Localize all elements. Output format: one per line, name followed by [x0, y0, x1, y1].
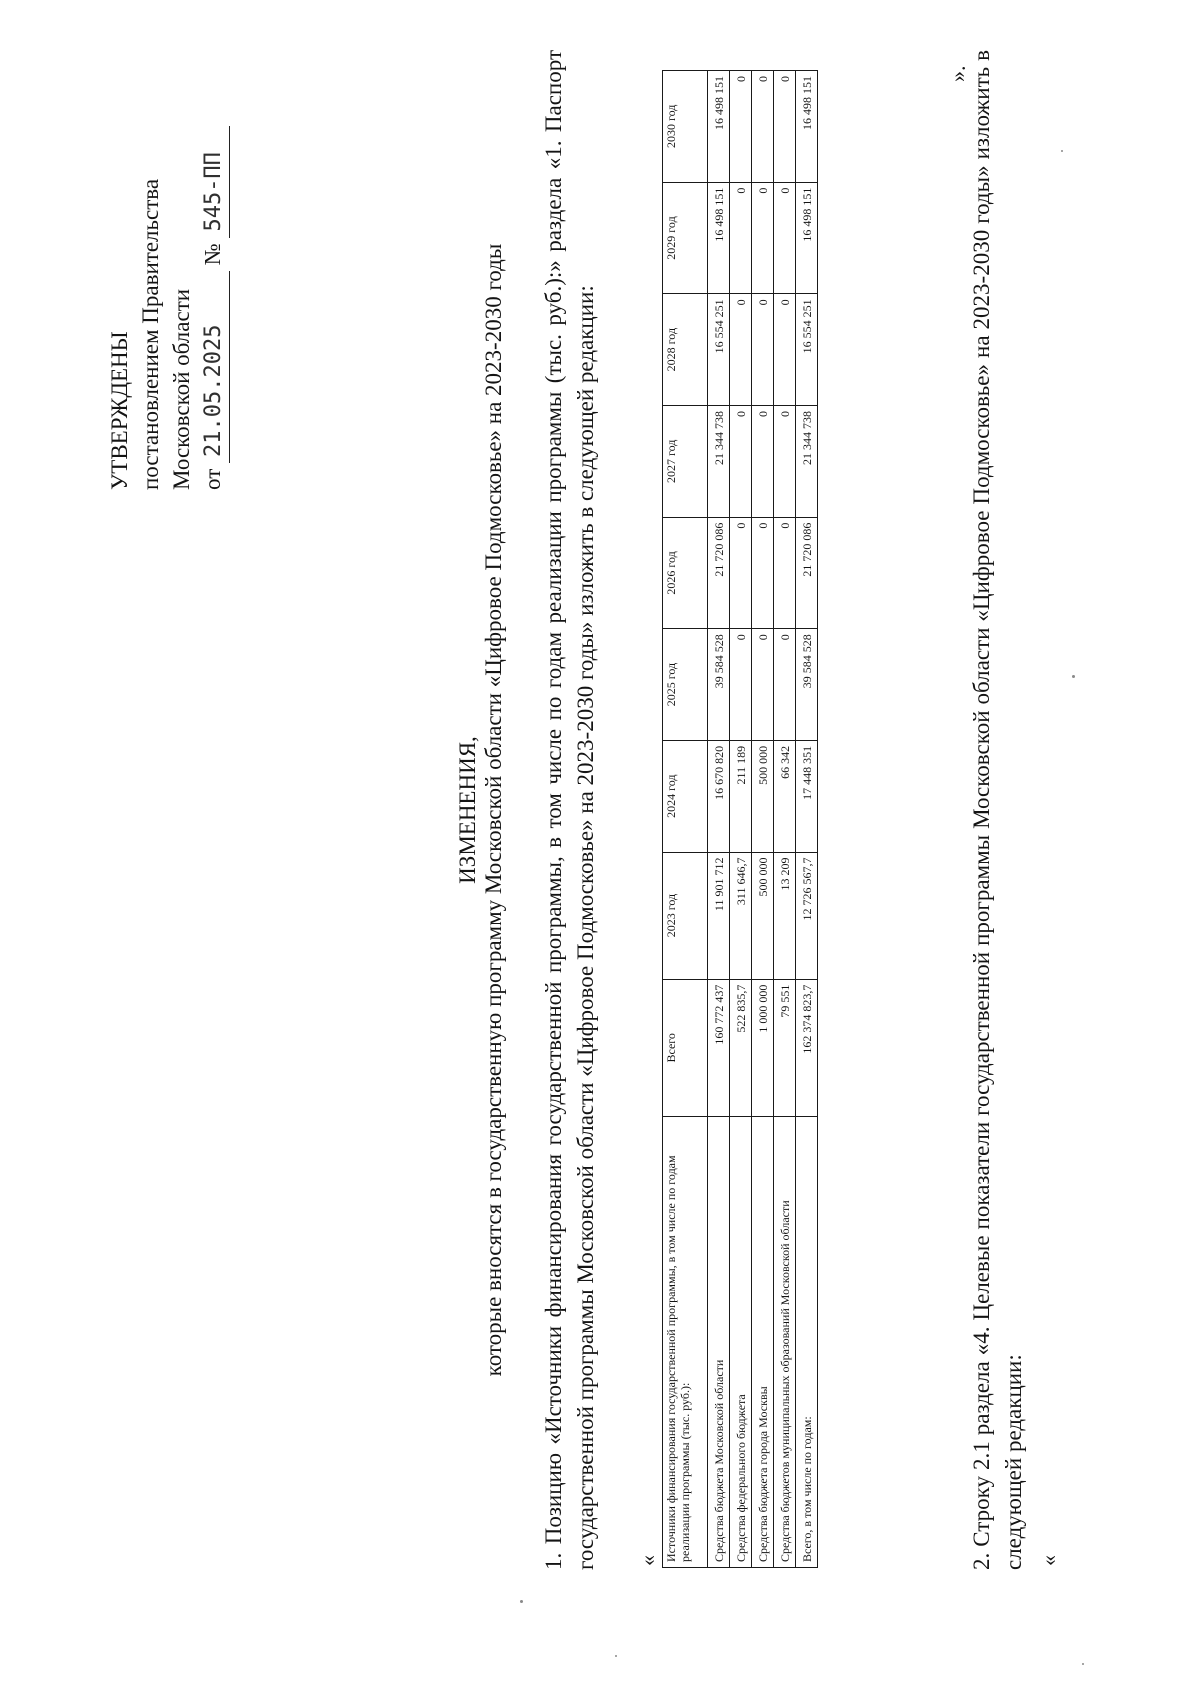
- row-label: Средства федерального бюджета: [730, 1117, 752, 1568]
- approval-line1: постановлением Правительства: [138, 178, 163, 490]
- column-header: 2024 год: [663, 740, 708, 852]
- table-cell: 79 551: [774, 979, 796, 1116]
- table-cell: 0: [730, 182, 752, 294]
- column-header: 2030 год: [663, 71, 708, 183]
- table-cell: 0: [730, 71, 752, 183]
- approval-line2: Московской области: [169, 288, 194, 490]
- table-cell: 39 584 528: [796, 629, 818, 741]
- column-header: 2027 год: [663, 405, 708, 517]
- approval-date: 21.05.2025: [201, 324, 226, 457]
- number-field: [197, 126, 230, 238]
- table-cell: 0: [752, 71, 774, 183]
- table-cell: 0: [730, 629, 752, 741]
- approval-heading: УТВЕРЖДЕНЫ: [107, 331, 132, 490]
- table-cell: 16 498 151: [708, 71, 730, 183]
- approval-block: [104, 10, 230, 490]
- table-row: [730, 71, 752, 1568]
- table-cell: 11 901 712: [708, 852, 730, 979]
- table-cell: 500 000: [752, 852, 774, 979]
- table-cell: 17 448 351: [796, 740, 818, 852]
- table-cell: 16 670 820: [708, 740, 730, 852]
- table-cell: 21 720 086: [708, 517, 730, 629]
- row-label: Всего, в том числе по годам:: [796, 1117, 818, 1568]
- column-header: 2026 год: [663, 517, 708, 629]
- table-cell: 16 498 151: [708, 182, 730, 294]
- financing-table: [662, 70, 818, 1568]
- number-prefix: №: [200, 243, 225, 266]
- table-row: [752, 71, 774, 1568]
- table-cell: 0: [774, 517, 796, 629]
- column-header: 2025 год: [663, 629, 708, 741]
- table-cell: 0: [774, 71, 796, 183]
- table-row-total: [796, 71, 818, 1568]
- scan-speck: [1082, 1663, 1084, 1665]
- column-header: 2023 год: [663, 852, 708, 979]
- table-cell: 311 646,7: [730, 852, 752, 979]
- table-row: [774, 71, 796, 1568]
- column-header: Всего: [663, 979, 708, 1116]
- table-header-label: Источники финансирования государственной программы, в том числе по годам реализации программы (тыс. руб.):: [663, 1117, 708, 1568]
- table-cell: 211 189: [730, 740, 752, 852]
- document-page: [90, 0, 1200, 1620]
- approval-date-line: [197, 10, 230, 490]
- item1-paragraph: 1. Позицию «Источники финансирования государственной программы, в том числе по годам реализации программы (тыс. руб.):» раздела «1. Паспорт государственной программы Московской области «Цифровое Подмосковье» на 2023-2030 годы» изложить в следующей редакции:: [541, 50, 598, 1570]
- table-cell: 39 584 528: [708, 629, 730, 741]
- row-label: Средства бюджетов муниципальных образований Московской области: [774, 1117, 796, 1568]
- table-cell: 0: [752, 182, 774, 294]
- table-cell: 16 498 151: [796, 182, 818, 294]
- date-prefix: от: [200, 468, 225, 490]
- table-cell: 21 344 738: [796, 405, 818, 517]
- table-cell: 0: [730, 405, 752, 517]
- table-cell: 500 000: [752, 740, 774, 852]
- table-cell: 0: [752, 517, 774, 629]
- table-cell: 0: [752, 405, 774, 517]
- table-cell: 160 772 437: [708, 979, 730, 1116]
- scan-speck: [615, 1655, 617, 1657]
- item2-paragraph: 2. Строку 2.1 раздела «4. Целевые показатели государственной программы Московской области «Цифровое Подмосковье» на 2023-2030 годы» изложить в следующей редакции:: [969, 50, 1026, 1570]
- table-cell: 0: [774, 405, 796, 517]
- column-header: 2028 год: [663, 294, 708, 406]
- table-cell: 66 342: [774, 740, 796, 852]
- table-row: [708, 71, 730, 1568]
- table-cell: 1 000 000: [752, 979, 774, 1116]
- table-cell: 0: [774, 294, 796, 406]
- table-cell: 12 726 567,7: [796, 852, 818, 979]
- table-cell: 0: [774, 182, 796, 294]
- table-cell: 16 554 251: [796, 294, 818, 406]
- table-cell: 0: [752, 629, 774, 741]
- item1-quote-close: ».: [945, 65, 970, 82]
- approval-number: 545-ПП: [201, 152, 226, 232]
- table-cell: 16 554 251: [708, 294, 730, 406]
- table-cell: 0: [730, 517, 752, 629]
- table-cell: 21 344 738: [708, 405, 730, 517]
- date-field: [197, 271, 230, 463]
- document-title: ИЗМЕНЕНИЯ,: [455, 736, 480, 884]
- table-cell: 21 720 086: [796, 517, 818, 629]
- table-cell: 522 835,7: [730, 979, 752, 1116]
- table-cell: 0: [752, 294, 774, 406]
- table-cell: 162 374 823,7: [796, 979, 818, 1116]
- column-header: 2029 год: [663, 182, 708, 294]
- document-subtitle: которые вносятся в государственную программу Московской области «Цифровое Подмосковье» на 2023-2030 годы: [481, 243, 506, 1377]
- row-label: Средства бюджета города Москвы: [752, 1117, 774, 1568]
- table-cell: 0: [730, 294, 752, 406]
- table-cell: 13 209: [774, 852, 796, 979]
- table-cell: 16 498 151: [796, 71, 818, 183]
- row-label: Средства бюджета Московской области: [708, 1117, 730, 1568]
- table-header-row: [663, 71, 708, 1568]
- item2-quote-open: «: [1036, 1555, 1061, 1566]
- item1-quote-open: «: [635, 1555, 660, 1566]
- table-cell: 0: [774, 629, 796, 741]
